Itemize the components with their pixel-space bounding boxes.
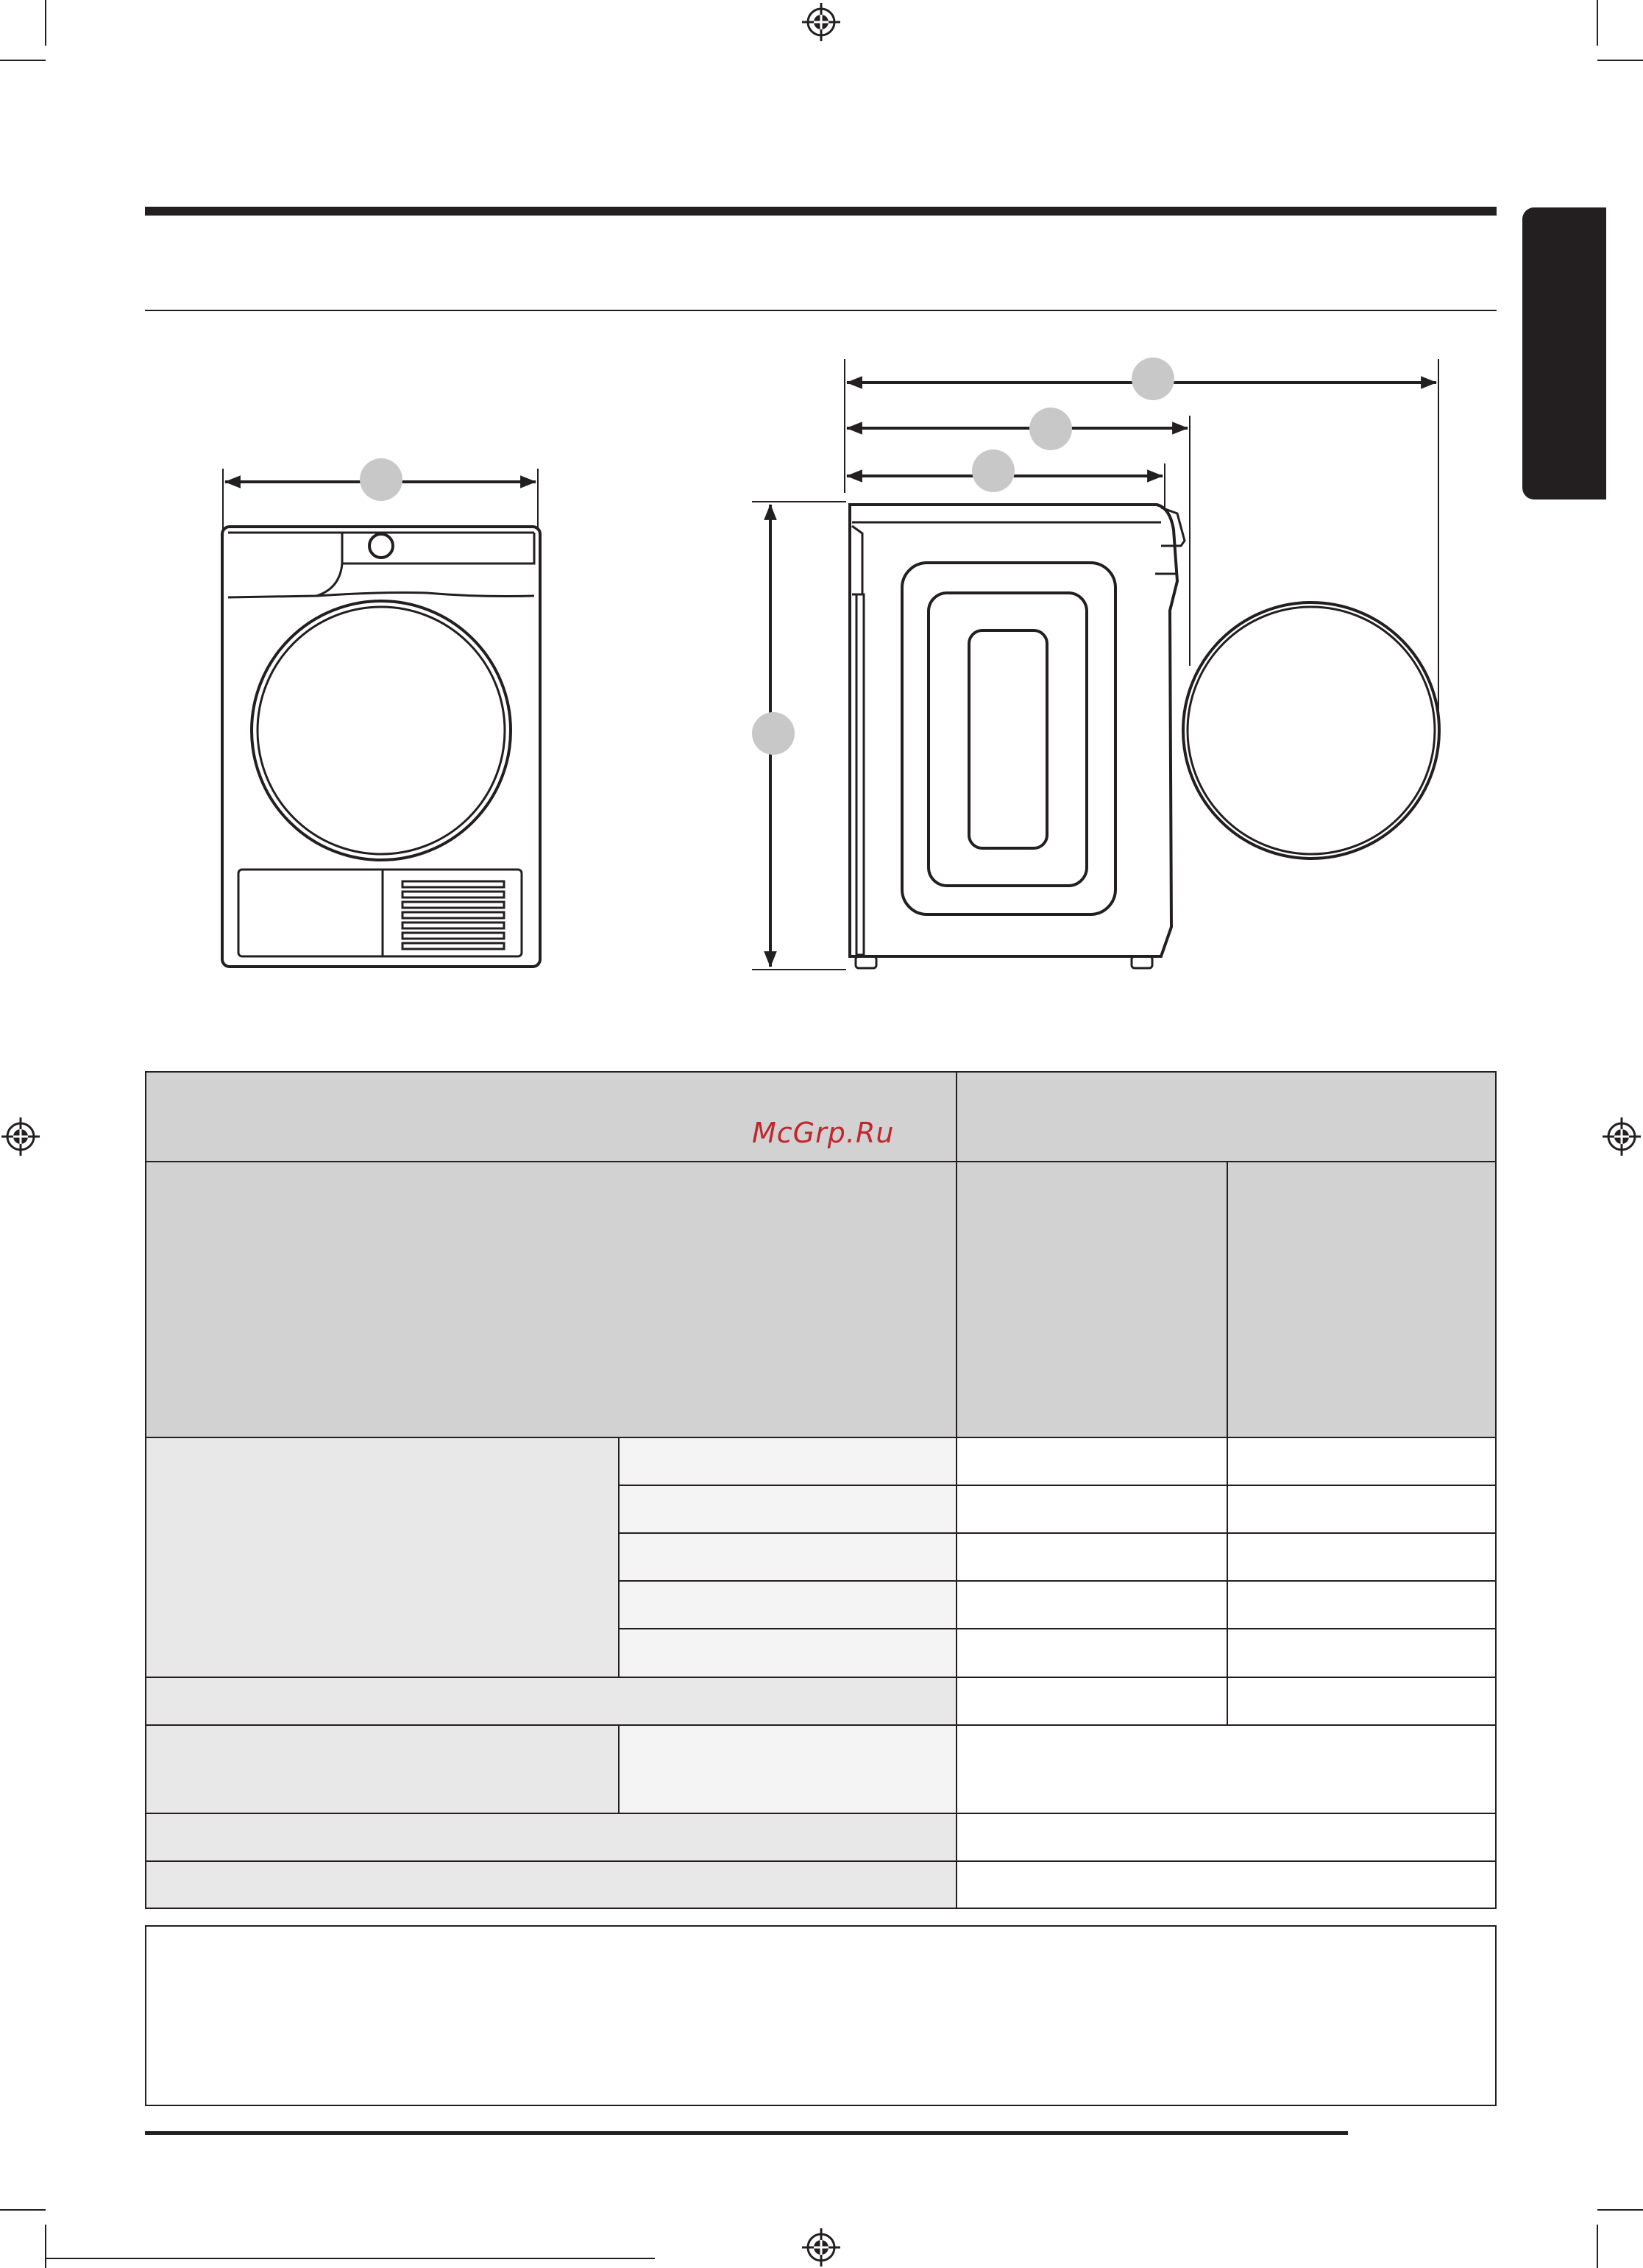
table-cell [1227, 1580, 1497, 1629]
table-cell [1227, 1677, 1497, 1726]
table-row-label [618, 1532, 957, 1582]
dimension-marker-a [360, 458, 402, 501]
table-cell [956, 1532, 1228, 1582]
table-cell [956, 1580, 1228, 1629]
table-row-label [618, 1580, 957, 1629]
dimension-marker-d [972, 449, 1015, 492]
table-subheader-left [145, 1161, 957, 1438]
table-row-label [618, 1485, 957, 1534]
table-row-label [145, 1860, 957, 1909]
table-group-label [145, 1437, 620, 1678]
table-row-sublabel [618, 1724, 957, 1814]
table-cell [1227, 1485, 1497, 1534]
table-cell [956, 1628, 1228, 1678]
table-cell [956, 1485, 1228, 1534]
dimension-marker-c [1029, 408, 1072, 450]
table-cell [1227, 1437, 1497, 1486]
footer-rule [145, 2131, 1348, 2135]
table-cell-merged [956, 1813, 1497, 1862]
table-row-label [145, 1724, 620, 1814]
table-subheader-model-2 [1227, 1161, 1497, 1438]
front-view [222, 469, 540, 967]
table-cell-merged [956, 1860, 1497, 1909]
table-header-right [956, 1071, 1497, 1162]
dimension-marker-e [752, 712, 795, 755]
dimension-marker-b [1132, 358, 1174, 400]
table-row-label [145, 1677, 957, 1726]
table-cell-merged [956, 1724, 1497, 1814]
note-box [145, 1925, 1497, 2106]
side-view [752, 359, 1439, 970]
watermark: McGrp.Ru [752, 1117, 895, 1149]
table-cell [956, 1437, 1228, 1486]
table-row-label [618, 1437, 957, 1486]
table-subheader-model-1 [956, 1161, 1228, 1438]
table-cell [1227, 1532, 1497, 1582]
table-cell [1227, 1628, 1497, 1678]
table-cell [956, 1677, 1228, 1726]
table-row-label [618, 1628, 957, 1678]
table-row-label [145, 1813, 957, 1862]
